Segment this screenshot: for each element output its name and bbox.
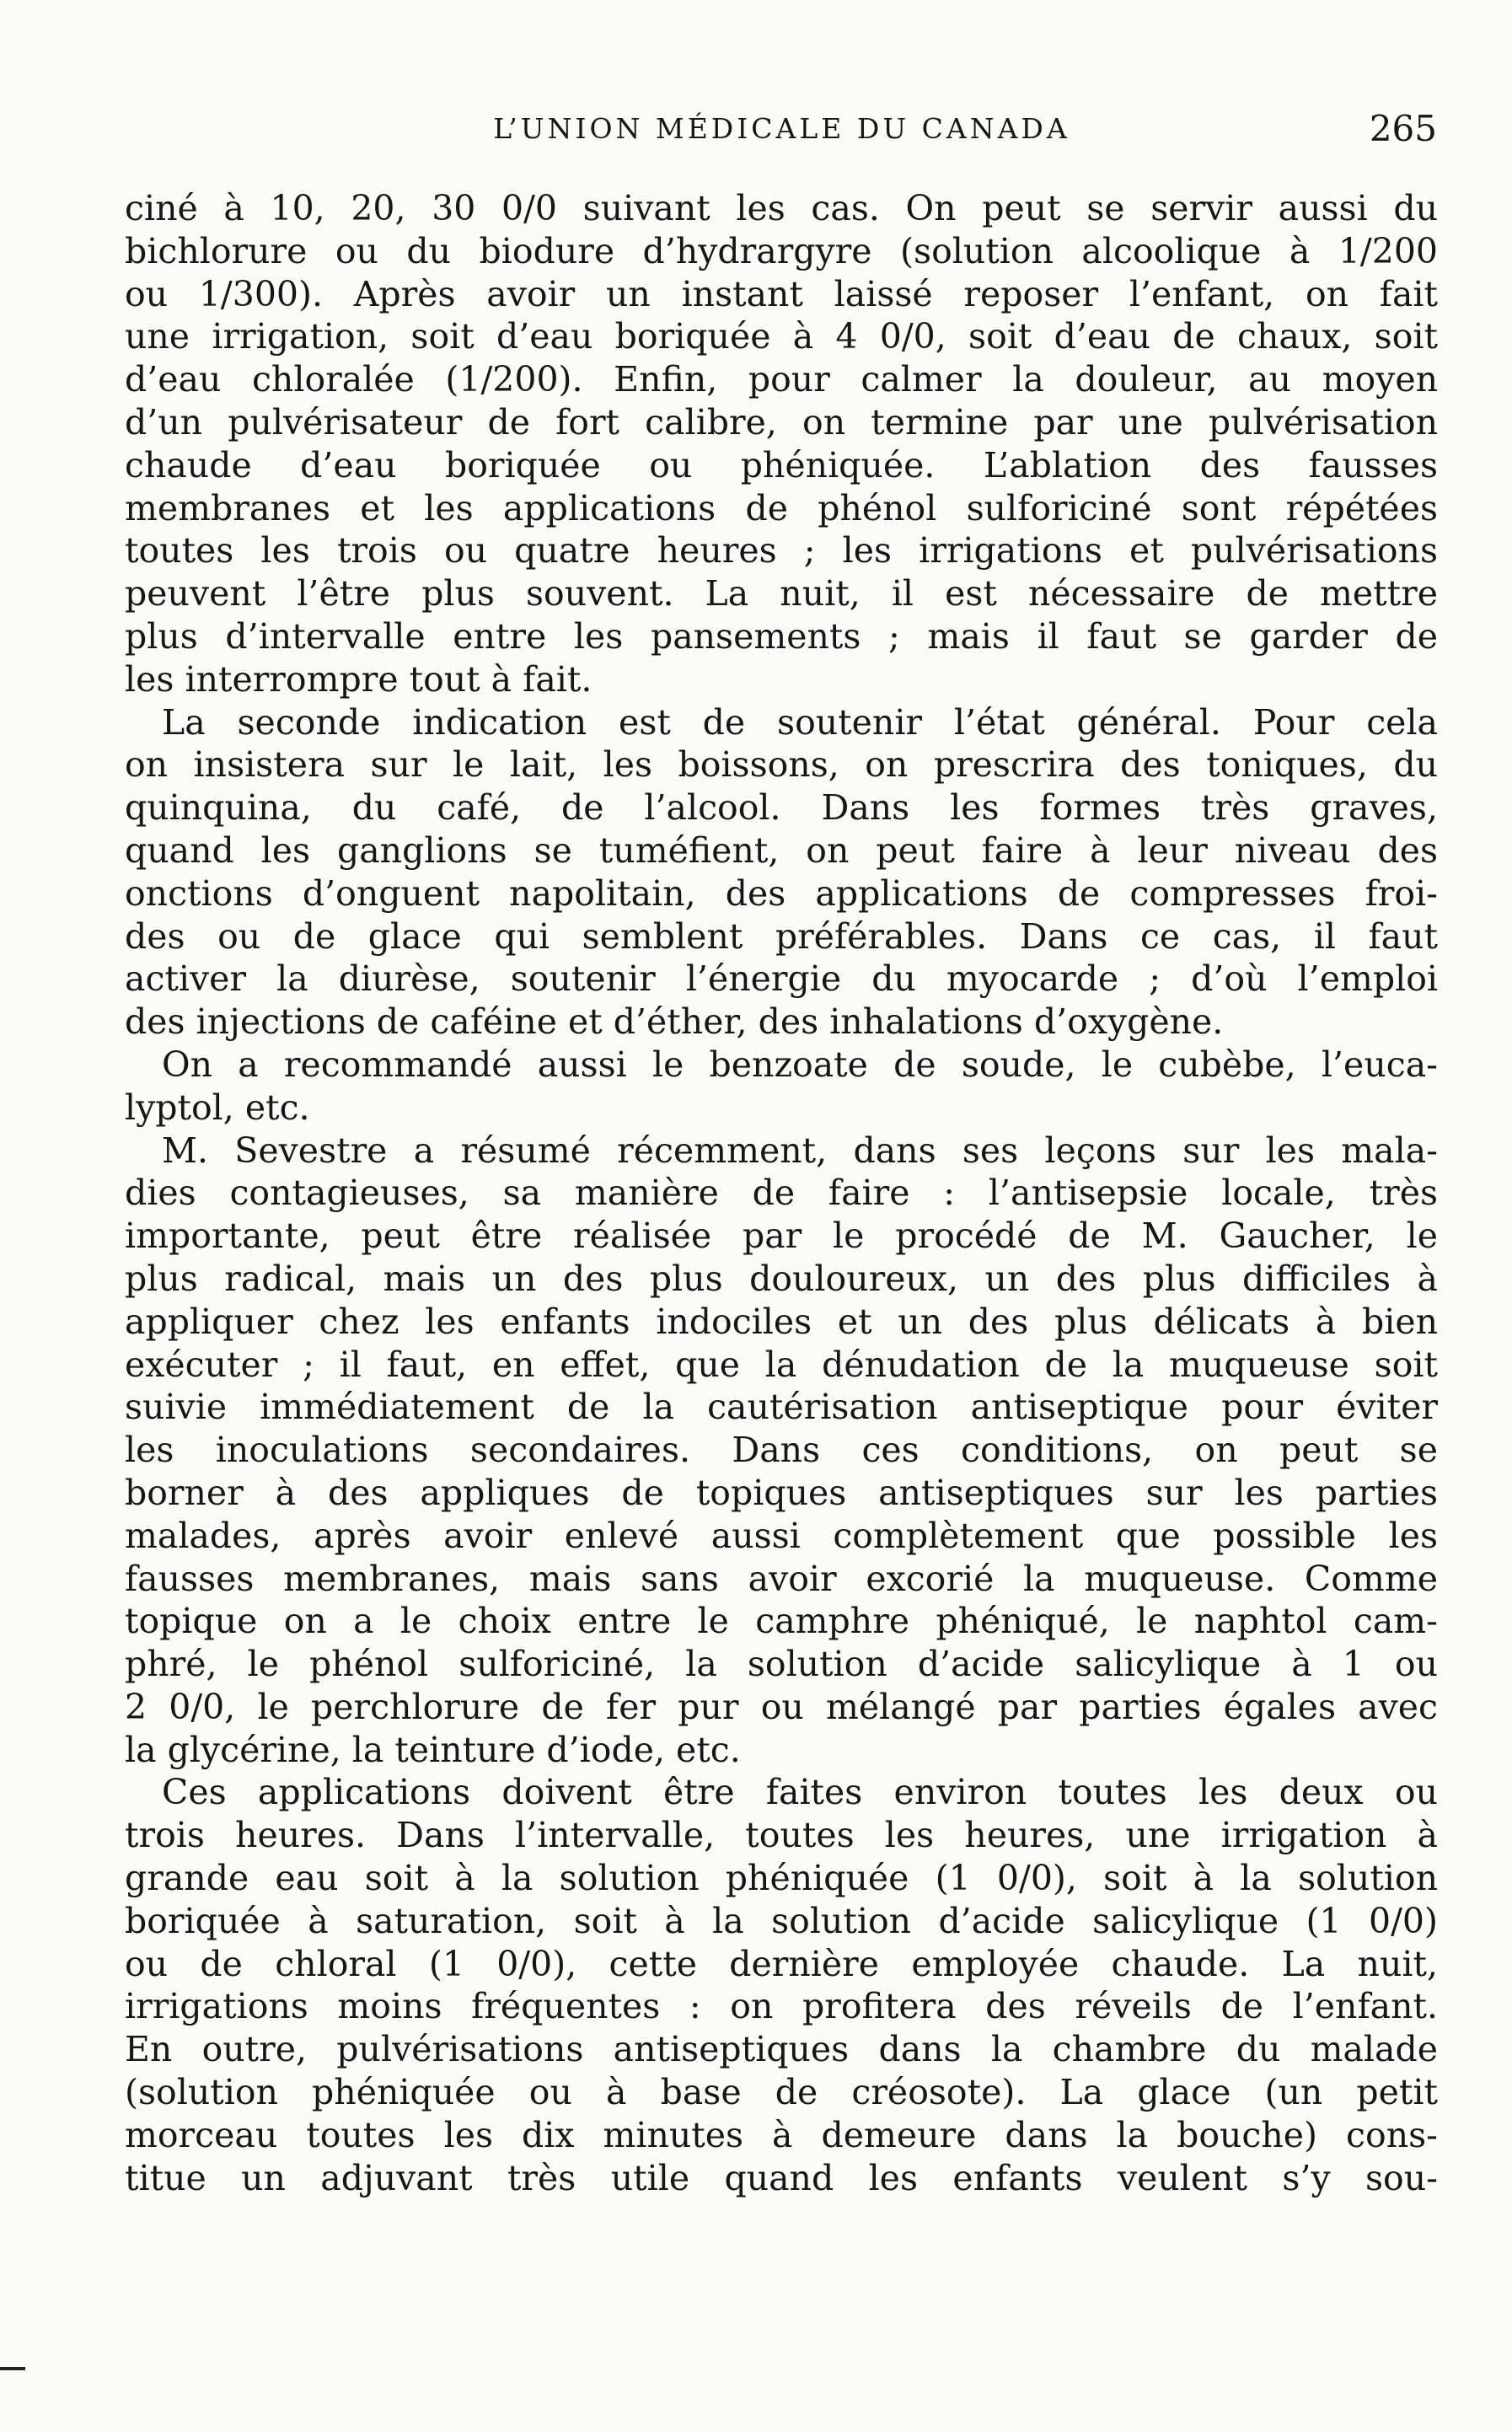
text-line: on insistera sur le lait, les boissons, on prescrira des toniques, du [125,744,1438,786]
text-line: ou 1/300). Après avoir un instant laissé reposer l’enfant, on fait [125,273,1438,314]
text-line: En outre, pulvérisations antiseptiques dans la chambre du malade [125,2029,1438,2070]
text-line: lyptol, etc. [125,1087,310,1128]
text-line: ou de chloral (1 0/0), cette dernière employée chaude. La nuit, [125,1943,1438,1984]
text-line: phré, le phénol sulforiciné, la solution d’acide salicylique à 1 ou [125,1644,1438,1685]
text-line: malades, après avoir enlevé aussi complètement que possible les [125,1515,1438,1556]
text-line: appliquer chez les enfants indociles et un des plus délicats à bien [125,1301,1438,1342]
text-line: des injections de caféine et d’éther, des inhalations d’oxygène. [125,1001,1224,1043]
text-line: importante, peut être réalisée par le procédé de M. Gaucher, le [125,1216,1438,1257]
text-line: Ces applications doivent être faites environ toutes les deux ou [162,1772,1438,1813]
body-text [125,187,1438,2199]
text-line: onctions d’onguent napolitain, des applications de compresses froi- [125,872,1438,914]
text-line: une irrigation, soit d’eau boriquée à 4 0/0, soit d’eau de chaux, soit [125,316,1438,357]
text-line: grande eau soit à la solution phéniquée (1 0/0), soit à la solution [125,1858,1438,1899]
text-line: morceau toutes les dix minutes à demeure dans la bouche) cons- [125,2114,1438,2155]
text-line: irrigations moins fréquentes : on profitera des réveils de l’enfant. [125,1986,1438,2027]
text-line: borner à des appliques de topiques antiseptiques sur les parties [125,1472,1438,1513]
text-line: peuvent l’être plus souvent. La nuit, il est nécessaire de mettre [125,573,1438,614]
text-line: d’eau chloralée (1/200). Enfin, pour calmer la douleur, au moyen [125,359,1438,400]
text-line: M. Sevestre a résumé récemment, dans ses leçons sur les mala- [162,1130,1438,1171]
text-line: ciné à 10, 20, 30 0/0 suivant les cas. On peut se servir aussi du [125,188,1438,228]
text-line: quinquina, du café, de l’alcool. Dans les formes très graves, [125,787,1438,829]
page-number: 265 [1369,108,1437,149]
text-line: toutes les trois ou quatre heures ; les irrigations et pulvérisations [125,530,1438,572]
text-line: trois heures. Dans l’intervalle, toutes les heures, une irrigation à [125,1815,1438,1856]
text-line: bichlorure ou du biodure d’hydrargyre (solution alcoolique à 1/200 [125,230,1438,271]
text-line: titue un adjuvant très utile quand les enfants veulent s’y sou- [125,2157,1438,2198]
running-title: L’UNION MÉDICALE DU CANADA [493,112,1070,145]
text-line: plus radical, mais un des plus douloureux, un des plus difficiles à [125,1258,1438,1299]
text-line: quand les ganglions se tuméfient, on peut faire à leur niveau des [125,829,1438,871]
text-line: boriquée à saturation, soit à la solution d’acide salicylique (1 0/0) [125,1900,1438,1941]
text-line: fausses membranes, mais sans avoir excorié la muqueuse. Comme [125,1558,1438,1599]
text-line: suivie immédiatement de la cautérisation antiseptique pour éviter [125,1387,1438,1428]
text-line: les inoculations secondaires. Dans ces conditions, on peut se [125,1430,1438,1471]
text-line: exécuter ; il faut, en effet, que la dénudation de la muqueuse soit [125,1344,1438,1385]
text-line: La seconde indication est de soutenir l’état général. Pour cela [162,701,1438,743]
text-line: dies contagieuses, sa manière de faire : l’antisepsie locale, très [125,1173,1438,1214]
text-line: plus d’intervalle entre les pansements ; mais il faut se garder de [125,615,1438,657]
text-line: la glycérine, la teinture d’iode, etc. [125,1729,741,1770]
text-line: les interrompre tout à fait. [125,658,592,700]
text-line: 2 0/0, le perchlorure de fer pur ou mélangé par parties égales avec [125,1686,1438,1727]
text-line: chaude d’eau boriquée ou phéniquée. L’ablation des fausses [125,444,1438,486]
text-line: (solution phéniquée ou à base de créosote). La glace (un petit [125,2072,1438,2113]
text-line: On a recommandé aussi le benzoate de soude, le cubèbe, l’euca- [162,1044,1438,1085]
text-line: activer la diurèse, soutenir l’énergie du myocarde ; d’où l’emploi [125,958,1438,1000]
text-line: topique on a le choix entre le camphre phéniqué, le naphtol cam- [125,1601,1438,1642]
margin-mark [0,2367,25,2370]
text-line: des ou de glace qui semblent préférables. Dans ce cas, il faut [125,915,1438,957]
text-line: membranes et les applications de phénol sulforiciné sont répétées [125,487,1438,529]
text-line: d’un pulvérisateur de fort calibre, on termine par une pulvérisation [125,401,1438,443]
page-header [126,99,1437,158]
